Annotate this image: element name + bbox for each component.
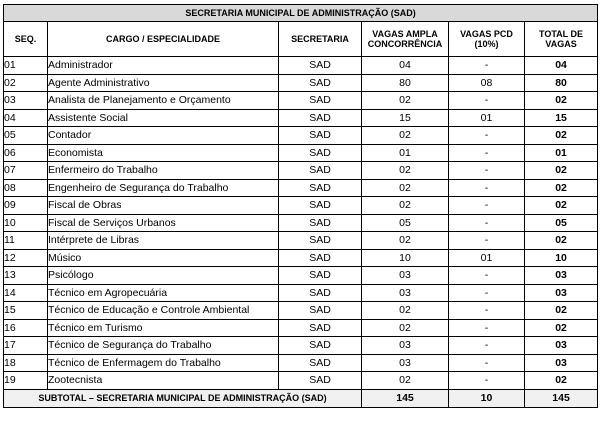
row-vagas-pcd: - (449, 284, 525, 302)
header-vagas-ampla (362, 22, 449, 57)
row-seq: 12 (4, 249, 48, 267)
row-cargo: Engenheiro de Segurança do Trabalho (48, 179, 279, 197)
table-title-row (4, 5, 598, 22)
row-vagas-ampla: 80 (362, 74, 449, 92)
row-seq: 10 (4, 214, 48, 232)
subtotal-label: SUBTOTAL – SECRETARIA MUNICIPAL DE ADMINISTRAÇÃO (SAD) (4, 389, 362, 407)
row-cargo: Psicólogo (48, 267, 279, 285)
header-vagas-pcd (449, 22, 525, 57)
row-cargo: Agente Administrativo (48, 74, 279, 92)
table-row (4, 127, 598, 145)
table-body (4, 57, 598, 390)
row-total: 04 (525, 57, 598, 75)
row-total: 02 (525, 372, 598, 390)
row-seq: 18 (4, 354, 48, 372)
row-vagas-ampla: 03 (362, 284, 449, 302)
row-seq: 01 (4, 57, 48, 75)
row-vagas-ampla: 02 (362, 372, 449, 390)
row-vagas-pcd: - (449, 267, 525, 285)
row-total: 03 (525, 284, 598, 302)
row-vagas-pcd: - (449, 319, 525, 337)
row-seq: 15 (4, 302, 48, 320)
row-vagas-ampla: 04 (362, 57, 449, 75)
row-vagas-ampla: 02 (362, 302, 449, 320)
row-vagas-pcd: - (449, 127, 525, 145)
row-cargo: Contador (48, 127, 279, 145)
row-cargo: Zootecnista (48, 372, 279, 390)
table-row (4, 319, 598, 337)
row-vagas-ampla: 02 (362, 127, 449, 145)
table-row (4, 144, 598, 162)
row-secretaria: SAD (279, 319, 362, 337)
row-secretaria: SAD (279, 354, 362, 372)
row-cargo: Analista de Planejamento e Orçamento (48, 92, 279, 110)
row-total: 02 (525, 319, 598, 337)
row-seq: 17 (4, 337, 48, 355)
row-vagas-ampla: 02 (362, 162, 449, 180)
row-total: 02 (525, 302, 598, 320)
row-vagas-ampla: 03 (362, 337, 449, 355)
row-total: 03 (525, 354, 598, 372)
row-total: 03 (525, 337, 598, 355)
row-total: 10 (525, 249, 598, 267)
row-cargo: Intérprete de Libras (48, 232, 279, 250)
subtotal-pcd: 10 (449, 389, 525, 407)
row-secretaria: SAD (279, 179, 362, 197)
row-vagas-ampla: 02 (362, 197, 449, 215)
row-cargo: Enfermeiro do Trabalho (48, 162, 279, 180)
row-vagas-ampla: 02 (362, 319, 449, 337)
header-cargo: CARGO / ESPECIALIDADE (48, 22, 279, 57)
row-secretaria: SAD (279, 232, 362, 250)
row-vagas-ampla: 03 (362, 354, 449, 372)
row-total: 01 (525, 144, 598, 162)
row-cargo: Técnico de Segurança do Trabalho (48, 337, 279, 355)
table-row (4, 302, 598, 320)
row-secretaria: SAD (279, 162, 362, 180)
row-total: 03 (525, 267, 598, 285)
table-row (4, 337, 598, 355)
row-seq: 08 (4, 179, 48, 197)
header-secretaria: SECRETARIA (279, 22, 362, 57)
row-vagas-pcd: 08 (449, 74, 525, 92)
row-seq: 16 (4, 319, 48, 337)
row-seq: 06 (4, 144, 48, 162)
row-vagas-ampla: 15 (362, 109, 449, 127)
row-total: 05 (525, 214, 598, 232)
row-vagas-ampla: 02 (362, 179, 449, 197)
row-seq: 05 (4, 127, 48, 145)
row-vagas-pcd: 01 (449, 249, 525, 267)
row-vagas-ampla: 02 (362, 92, 449, 110)
row-total: 02 (525, 197, 598, 215)
table-title: SECRETARIA MUNICIPAL DE ADMINISTRAÇÃO (SAD) (4, 5, 598, 22)
row-vagas-ampla: 10 (362, 249, 449, 267)
row-seq: 04 (4, 109, 48, 127)
row-vagas-pcd: - (449, 197, 525, 215)
row-vagas-ampla: 03 (362, 267, 449, 285)
row-vagas-pcd: - (449, 232, 525, 250)
header-vagas-ampla-line2: CONCORRÊNCIA (367, 39, 443, 49)
row-cargo: Assistente Social (48, 109, 279, 127)
row-vagas-ampla: 05 (362, 214, 449, 232)
header-vagas-ampla-line1: VAGAS AMPLA (372, 28, 438, 39)
row-cargo: Administrador (48, 57, 279, 75)
table-row (4, 92, 598, 110)
table-row (4, 267, 598, 285)
header-total (525, 22, 598, 57)
vacancies-table (3, 4, 598, 408)
row-cargo: Técnico em Turismo (48, 319, 279, 337)
row-vagas-pcd: 01 (449, 109, 525, 127)
row-secretaria: SAD (279, 337, 362, 355)
row-vagas-pcd: - (449, 92, 525, 110)
row-seq: 11 (4, 232, 48, 250)
row-total: 02 (525, 127, 598, 145)
table-header-row (4, 22, 598, 57)
row-cargo: Fiscal de Serviços Urbanos (48, 214, 279, 232)
row-secretaria: SAD (279, 267, 362, 285)
subtotal-ampla: 145 (362, 389, 449, 407)
row-secretaria: SAD (279, 127, 362, 145)
row-seq: 13 (4, 267, 48, 285)
row-seq: 02 (4, 74, 48, 92)
row-secretaria: SAD (279, 249, 362, 267)
row-total: 02 (525, 232, 598, 250)
row-secretaria: SAD (279, 302, 362, 320)
row-secretaria: SAD (279, 57, 362, 75)
row-total: 80 (525, 74, 598, 92)
table-row (4, 57, 598, 75)
row-secretaria: SAD (279, 197, 362, 215)
row-vagas-pcd: - (449, 214, 525, 232)
row-vagas-ampla: 02 (362, 232, 449, 250)
row-vagas-pcd: - (449, 302, 525, 320)
table-row (4, 249, 598, 267)
header-seq: SEQ. (4, 22, 48, 57)
row-secretaria: SAD (279, 372, 362, 390)
row-cargo: Técnico em Agropecuária (48, 284, 279, 302)
header-vagas-pcd-line1: VAGAS PCD (460, 28, 513, 39)
subtotal-total: 145 (525, 389, 598, 407)
row-vagas-pcd: - (449, 179, 525, 197)
row-vagas-pcd: - (449, 354, 525, 372)
row-secretaria: SAD (279, 109, 362, 127)
row-vagas-pcd: - (449, 144, 525, 162)
row-secretaria: SAD (279, 284, 362, 302)
row-seq: 07 (4, 162, 48, 180)
row-vagas-ampla: 01 (362, 144, 449, 162)
row-vagas-pcd: - (449, 337, 525, 355)
table-row (4, 74, 598, 92)
row-secretaria: SAD (279, 92, 362, 110)
table-row (4, 214, 598, 232)
row-cargo: Fiscal de Obras (48, 197, 279, 215)
row-cargo: Economista (48, 144, 279, 162)
row-seq: 09 (4, 197, 48, 215)
row-seq: 14 (4, 284, 48, 302)
header-vagas-pcd-line2: (10%) (474, 39, 499, 49)
subtotal-row (4, 389, 598, 407)
header-total-line1: TOTAL DE (539, 28, 584, 39)
table-row (4, 284, 598, 302)
row-total: 02 (525, 162, 598, 180)
table-row (4, 232, 598, 250)
table-row (4, 179, 598, 197)
row-secretaria: SAD (279, 214, 362, 232)
row-secretaria: SAD (279, 144, 362, 162)
row-total: 02 (525, 92, 598, 110)
table-row (4, 354, 598, 372)
row-cargo: Técnico de Enfermagem do Trabalho (48, 354, 279, 372)
table-row (4, 109, 598, 127)
row-cargo: Técnico de Educação e Controle Ambiental (48, 302, 279, 320)
row-total: 02 (525, 179, 598, 197)
row-secretaria: SAD (279, 74, 362, 92)
row-vagas-pcd: - (449, 162, 525, 180)
row-vagas-pcd: - (449, 372, 525, 390)
row-seq: 19 (4, 372, 48, 390)
row-vagas-pcd: - (449, 57, 525, 75)
table-row (4, 197, 598, 215)
row-seq: 03 (4, 92, 48, 110)
header-total-line2: VAGAS (545, 39, 577, 49)
table-row (4, 372, 598, 390)
row-cargo: Músico (48, 249, 279, 267)
row-total: 15 (525, 109, 598, 127)
table-row (4, 162, 598, 180)
